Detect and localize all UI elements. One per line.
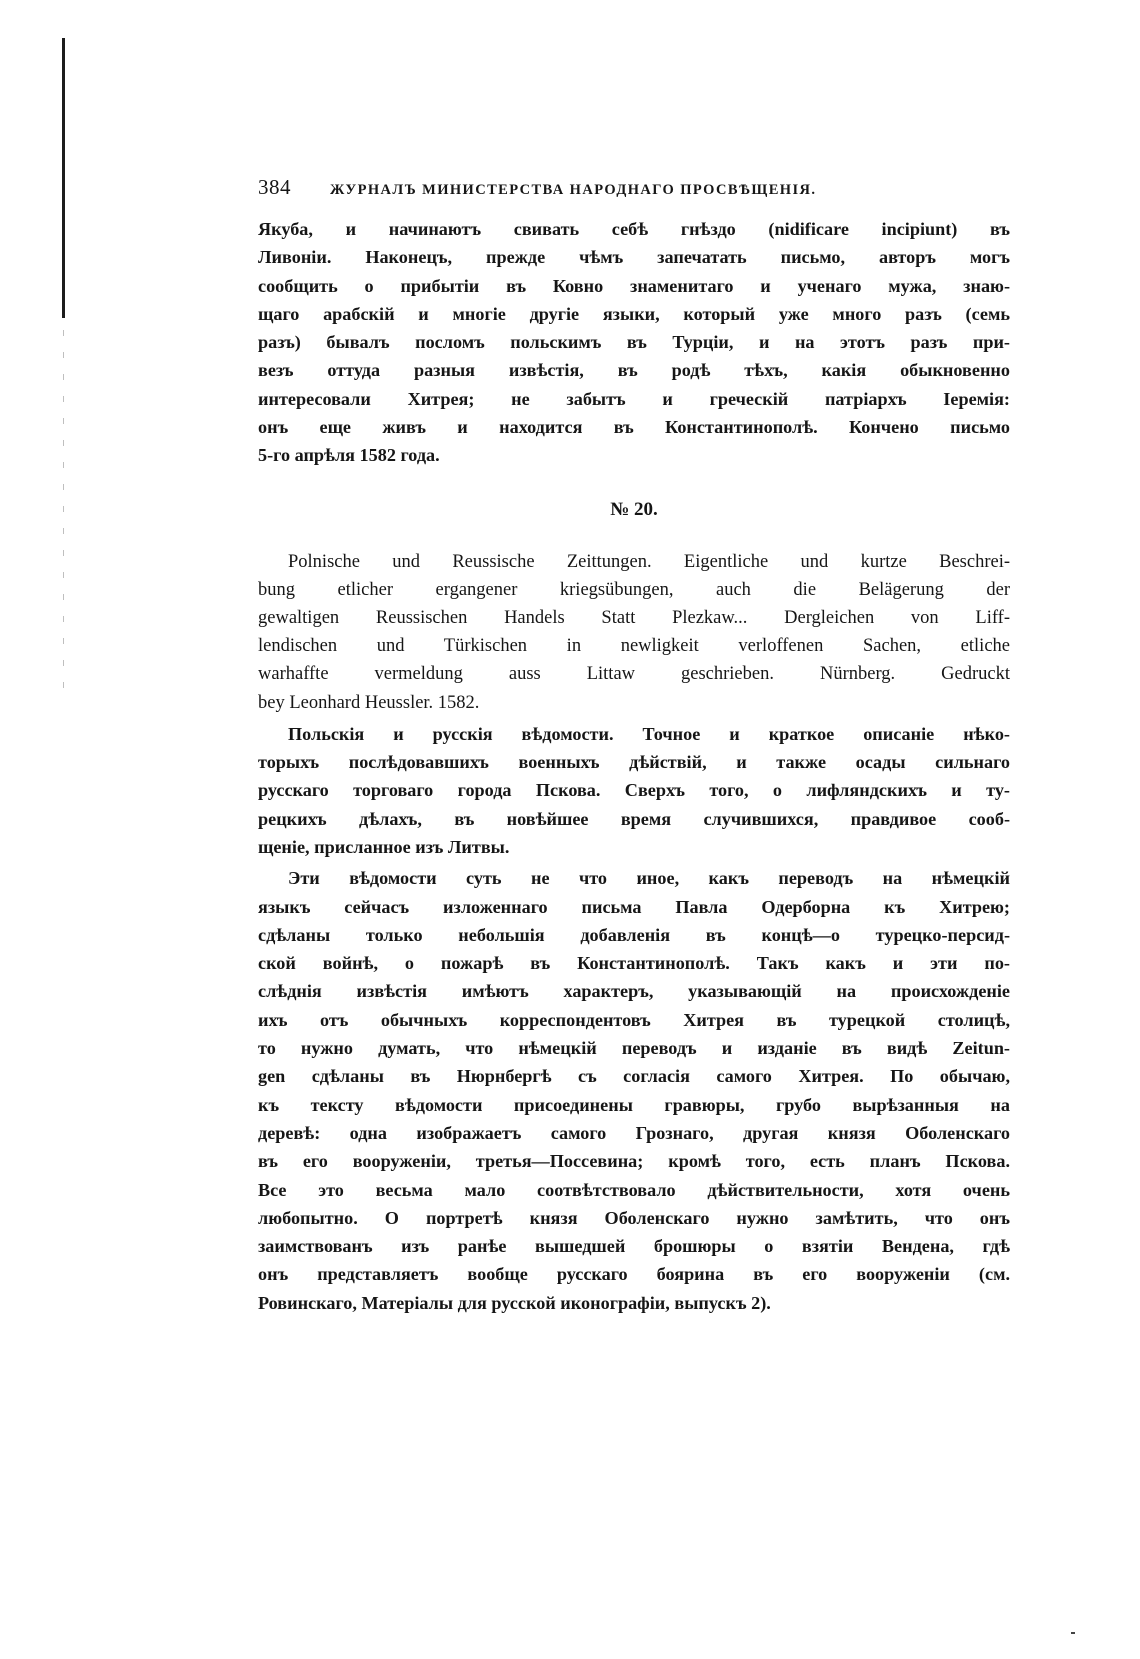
text-line: Polnische und Reussische Zeittungen. Eigentliche und kurtze Beschrei- — [288, 551, 1010, 572]
text-line: Польскія и русскія вѣдомости. Точное и краткое описаніе нѣко- — [288, 723, 1010, 744]
text-line: торыхъ послѣдовавшихъ военныхъ дѣйствій, и также осады сильнаго — [258, 752, 1010, 773]
text-line: русскаго торговаго города Пскова. Сверхъ того, о лифляндскихъ и ту- — [258, 780, 1010, 801]
text-line: Все это весьма мало соотвѣтствовало дѣйствительности, хотя очень — [258, 1179, 1010, 1200]
text-line: къ тексту вѣдомости присоединены гравюры, грубо вырѣзанныя на — [258, 1094, 1010, 1115]
text-line: заимствованъ изъ ранѣе вышедшей брошюры о взятіи Вендена, гдѣ — [258, 1236, 1010, 1257]
text-line: bung etlicher ergangener kriegsübungen, auch die Belägerung der — [258, 579, 1010, 600]
paragraph-letter-ending — [258, 215, 1010, 470]
text-line: Ровинскаго, Матеріалы для русской иконографіи, выпускъ 2). — [258, 1292, 771, 1313]
text-line: Якуба, и начинаютъ свивать себѣ гнѣздо (nidificare incipiunt) въ — [258, 219, 1010, 239]
text-line: любопытно. О портретѣ князя Оболенскаго нужно замѣтить, что онъ — [258, 1207, 1010, 1228]
text-line: въ его вооруженіи, третья—Поссевина; кромѣ того, есть планъ Пскова. — [258, 1151, 1010, 1172]
text-line: Эти вѣдомости суть не что иное, какъ переводъ на нѣмецкій — [288, 868, 1010, 889]
running-title: ЖУРНАЛЪ МИНИСТЕРСТВА НАРОДНАГО ПРОСВѢЩЕНІЯ. — [330, 182, 817, 198]
text-line: lendischen und Türkischen in newligkeit verloffenen Sachen, etliche — [258, 636, 1010, 657]
page-number: 384 — [258, 175, 291, 199]
scan-binding-edge — [62, 38, 65, 318]
text-line: gewaltigen Reussischen Handels Statt Plezkaw... Dergleichen von Liff- — [258, 608, 1010, 629]
text-line: деревѣ: одна изображаетъ самого Грознаго, другая князя Оболенскаго — [258, 1122, 1010, 1143]
text-line: интересовали Хитрея; не забытъ и греческій патріархъ Іеремія: — [258, 388, 1010, 409]
text-line: онъ представляетъ вообще русскаго боярина въ его вооруженіи (см. — [258, 1264, 1010, 1285]
text-line: Ливоніи. Наконецъ, прежде чѣмъ запечатать письмо, авторъ могъ — [258, 247, 1010, 268]
text-line: слѣднія извѣстія имѣютъ характеръ, указывающій на происхожденіе — [258, 981, 1010, 1002]
section-number: № 20. — [610, 498, 658, 520]
text-line: то нужно думать, что нѣмецкій переводъ и изданіе въ видѣ Zeitun- — [258, 1038, 1010, 1059]
text-line: щаго арабскій и многіе другіе языки, который уже много разъ (семь — [258, 303, 1010, 324]
text-line: разъ) бывалъ посломъ польскимъ въ Турціи, и на этотъ разъ при- — [258, 332, 1010, 353]
book-page — [258, 175, 1010, 1317]
text-line: онъ еще живъ и находится въ Константинополѣ. Кончено письмо — [258, 417, 1010, 438]
text-line: везъ оттуда разныя извѣстія, въ родѣ тѣхъ, какія обыкновенно — [258, 360, 1010, 381]
text-line: языкъ сейчасъ изложеннаго письма Павла Одерборна къ Хитрею; — [258, 896, 1010, 917]
text-line: сообщить о прибытіи въ Ковно знаменитаго и ученаго мужа, знаю- — [258, 275, 1010, 296]
title-translation — [258, 720, 1010, 861]
text-line: ихъ отъ обычныхъ корреспондентовъ Хитрея въ турецкой столицѣ, — [258, 1009, 1010, 1030]
page-header — [258, 175, 1010, 209]
text-line: ской войнѣ, о пожарѣ въ Константинополѣ. Такъ какъ и эти по- — [258, 953, 1010, 974]
scan-binding-edge-faint — [63, 330, 64, 690]
text-line: gen сдѣланы въ Нюрнбергѣ съ согласія самого Хитрея. По обычаю, — [258, 1066, 1010, 1087]
text-line: warhaffte vermeldung auss Littaw geschrieben. Nürnberg. Gedruckt — [258, 664, 1010, 685]
scan-speck — [1071, 1632, 1075, 1634]
text-line: рецкихъ дѣлахъ, въ новѣйшее время случившихся, правдивое сооб- — [258, 808, 1010, 829]
text-line: bey Leonhard Heussler. 1582. — [258, 692, 480, 713]
text-line: щеніе, присланное изъ Литвы. — [258, 836, 510, 857]
text-line: сдѣланы только небольшія добавленія въ концѣ—о турецко-персид- — [258, 924, 1010, 945]
paragraph-commentary — [258, 864, 1010, 1317]
german-title-entry — [258, 548, 1010, 717]
text-line: 5-го апрѣля 1582 года. — [258, 445, 440, 466]
